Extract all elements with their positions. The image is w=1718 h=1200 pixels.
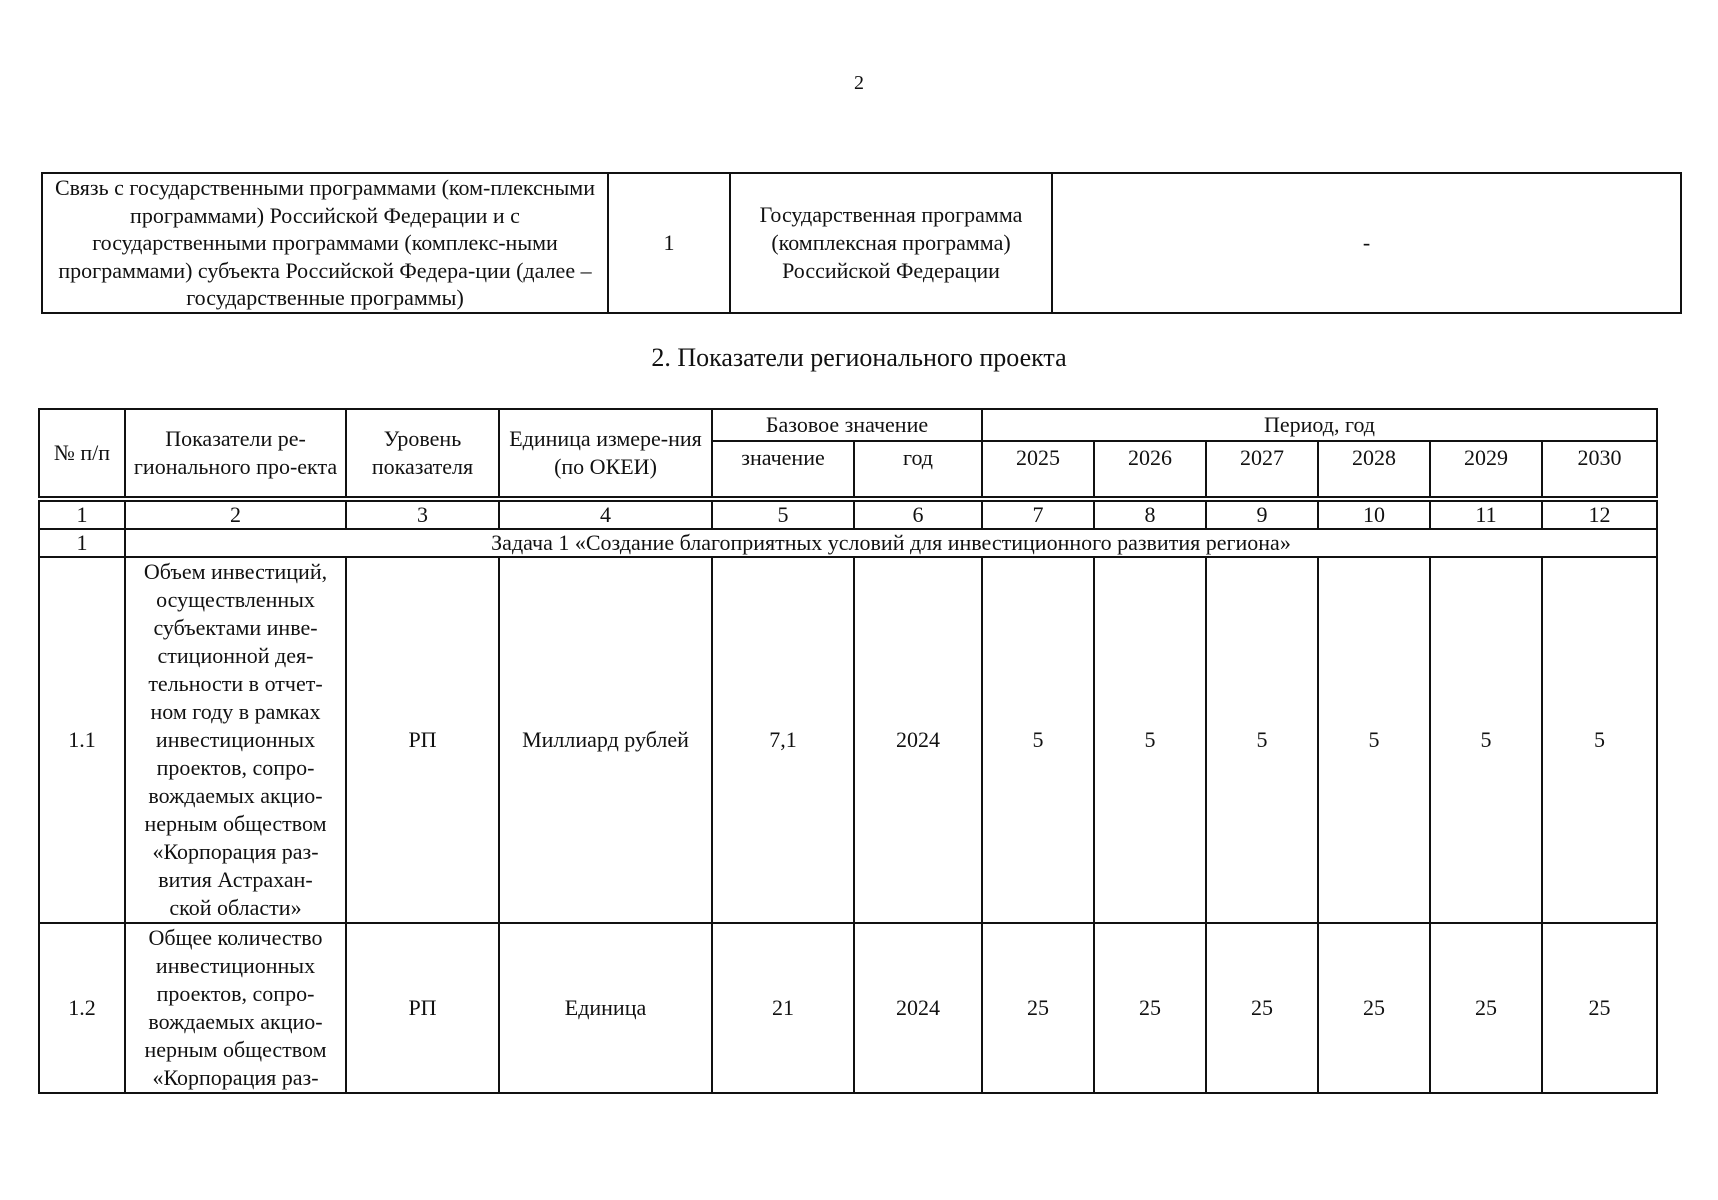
indicator-name-line: стиционной дея-	[157, 643, 314, 668]
header-level: Уровень показателя	[346, 409, 499, 497]
indicator-name-line: нерным обществом	[144, 1037, 327, 1062]
table-row	[39, 557, 1657, 923]
column-number: 12	[1542, 501, 1657, 529]
column-number: 7	[982, 501, 1094, 529]
header-year: 2028	[1318, 441, 1430, 497]
year-value: 5	[1542, 557, 1657, 923]
column-number: 2	[125, 501, 346, 529]
column-number: 3	[346, 501, 499, 529]
year-value: 25	[1542, 923, 1657, 1093]
column-number: 9	[1206, 501, 1318, 529]
header-base-value: значение	[712, 441, 854, 497]
program-type-cell: Государственная программа (комплексная программа) Российской Федерации	[730, 173, 1052, 313]
indicator-name-line: Общее количество	[148, 925, 323, 950]
year-value: 5	[1206, 557, 1318, 923]
indicator-unit: Миллиард рублей	[499, 557, 712, 923]
header-year: 2026	[1094, 441, 1206, 497]
column-number: 6	[854, 501, 982, 529]
row-num: 1.1	[39, 557, 125, 923]
task-row	[39, 529, 1657, 557]
header-base-year: год	[854, 441, 982, 497]
header-indicator: Показатели ре-гионального про-екта	[125, 409, 346, 497]
indicator-unit: Единица	[499, 923, 712, 1093]
header-period: Период, год	[982, 409, 1657, 441]
header-year: 2029	[1430, 441, 1542, 497]
column-number: 4	[499, 501, 712, 529]
task-title: Задача 1 «Создание благоприятных условий для инвестиционного развития региона»	[125, 529, 1657, 557]
year-value: 25	[982, 923, 1094, 1093]
indicator-name-line: вождаемых акцио-	[148, 1009, 323, 1034]
column-number: 8	[1094, 501, 1206, 529]
year-value: 25	[1206, 923, 1318, 1093]
year-value: 25	[1430, 923, 1542, 1093]
table-row	[39, 923, 1657, 1093]
year-value: 5	[1318, 557, 1430, 923]
year-value: 25	[1318, 923, 1430, 1093]
task-number: 1	[39, 529, 125, 557]
base-value: 7,1	[712, 557, 854, 923]
indicator-name-line: инвестиционных	[155, 953, 316, 978]
indicator-name-line: вития Астрахан-	[158, 867, 313, 892]
header-year: 2027	[1206, 441, 1318, 497]
program-links-number: 1	[608, 173, 730, 313]
base-year: 2024	[854, 557, 982, 923]
section-heading: 2. Показатели регионального проекта	[651, 343, 1067, 372]
base-value: 21	[712, 923, 854, 1093]
column-number: 11	[1430, 501, 1542, 529]
header-num: № п/п	[39, 409, 125, 497]
year-value: 5	[1094, 557, 1206, 923]
year-value: 5	[982, 557, 1094, 923]
column-number: 1	[39, 501, 125, 529]
indicator-level: РП	[346, 557, 499, 923]
header-year: 2025	[982, 441, 1094, 497]
column-number: 5	[712, 501, 854, 529]
indicator-name-line: «Корпорация раз-	[152, 1065, 319, 1090]
indicator-name-line: проектов, сопро-	[156, 981, 315, 1006]
indicator-name-line: ном году в рамках	[150, 699, 321, 724]
indicator-name-line: инвестиционных	[155, 727, 316, 752]
indicator-level: РП	[346, 923, 499, 1093]
indicator-name-line: ской области»	[169, 895, 302, 920]
header-unit: Единица измере-ния (по ОКЕИ)	[499, 409, 712, 497]
indicator-name	[125, 923, 346, 1093]
indicator-name	[125, 557, 346, 923]
year-value: 5	[1430, 557, 1542, 923]
indicator-name-line: вождаемых акцио-	[148, 783, 323, 808]
indicator-name-line: Объем инвестиций,	[143, 559, 328, 584]
program-links-row	[42, 173, 1681, 313]
year-value: 25	[1094, 923, 1206, 1093]
indicator-name-line: нерным обществом	[144, 811, 327, 836]
indicator-name-line: проектов, сопро-	[156, 755, 315, 780]
program-links-description: Связь с государственными программами (ком-плексными программами) Российской Федерации и с государственными программами (комплекс-ными программами) субъекта Российской Федера-ции (далее – государственные программы)	[42, 173, 608, 313]
column-number: 10	[1318, 501, 1430, 529]
indicator-name-line: субъектами инве-	[153, 615, 318, 640]
header-base: Базовое значение	[712, 409, 982, 441]
header-row-1	[39, 409, 1657, 441]
header-year: 2030	[1542, 441, 1657, 497]
indicator-name-line: осуществленных	[156, 587, 315, 612]
row-num: 1.2	[39, 923, 125, 1093]
indicator-name-line: «Корпорация раз-	[152, 839, 319, 864]
column-numbers-row	[39, 501, 1657, 529]
page-number: 2	[854, 72, 864, 94]
base-year: 2024	[854, 923, 982, 1093]
indicator-name-line: тельности в отчет-	[148, 671, 323, 696]
indicators-table	[38, 408, 1658, 1094]
program-value-cell: -	[1052, 173, 1681, 313]
program-links-table	[41, 172, 1682, 314]
